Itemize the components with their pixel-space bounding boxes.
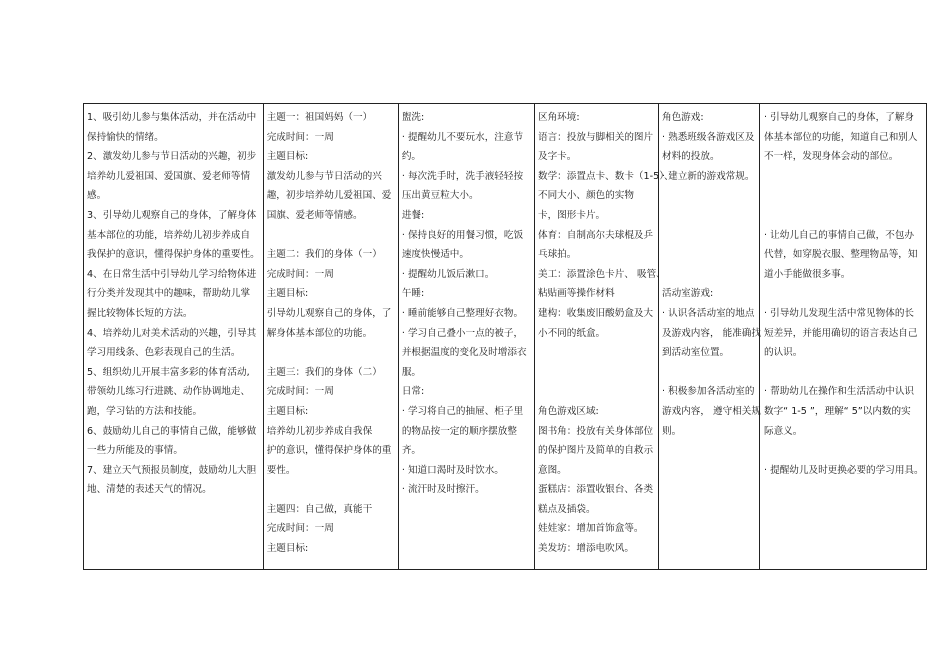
cell-line: 材料的投放。: [662, 151, 720, 163]
cell-line: 日常:: [401, 386, 425, 398]
cell-line: · 睡前能够自己整理好衣物。: [401, 307, 524, 319]
cell-line: 要性。: [266, 464, 296, 476]
cell-line: · 每次洗手时，洗手液轻轻按: [401, 170, 524, 182]
cell-line: 1、吸引幼儿参与集体活动，并在活动中: [87, 112, 257, 123]
cell-line: 齐。: [401, 445, 422, 457]
cell-line: [662, 539, 756, 559]
cell-line: 娃娃家：增加首饰盒等。: [538, 523, 644, 535]
cell-line: · 引导幼儿观察自己的身体，了解身: [764, 112, 915, 123]
cell-line: 培养幼儿初步养成自我保: [266, 425, 373, 437]
cell-line: · 引导幼儿发现生活中常见物体的长: [764, 307, 915, 319]
cell-line: [662, 265, 756, 285]
column-daily-routine: [399, 104, 535, 569]
cell-line: 则。: [662, 425, 682, 437]
cell-line: 意图。: [538, 464, 567, 476]
cell-line: 图书角：投放有关身体部位: [538, 425, 654, 437]
cell-line: 5、组织幼儿开展丰富多彩的体育活动,: [87, 366, 250, 378]
cell-line: [402, 519, 531, 539]
cell-line: [267, 480, 395, 500]
cell-line: 并根据温度的变化及时增添衣: [401, 347, 527, 359]
cell-line: 不一样，发现身体会动的部位。: [764, 151, 899, 163]
cell-line: 我保护的意识，懂得保护身体的重要性。: [87, 249, 260, 261]
cell-line: [662, 500, 756, 520]
cell-line: 的保护图片及简单的自救示: [538, 445, 654, 457]
cell-line: 糕点及插袋。: [538, 503, 596, 515]
cell-line: · 保持良好的用餐习惯，吃饭: [401, 229, 524, 241]
cell-line: 7、建立天气预报员制度，鼓励幼儿大胆: [87, 464, 257, 476]
cell-line: 主题一：祖国妈妈（一）: [266, 112, 373, 123]
column-themes: [264, 104, 399, 569]
cell-line: 主题目标:: [266, 288, 309, 300]
cell-line: [764, 186, 923, 206]
cell-line: 体育：自制高尔夫球棍及乒: [538, 229, 654, 241]
cell-line: [764, 500, 923, 520]
cell-line: 4、培养幼儿对美术活动的兴趣，引导其: [87, 327, 257, 339]
cell-line: 角色游戏区域:: [538, 405, 599, 417]
cell-line: 解身体基本部位的功能。: [266, 327, 373, 339]
cell-line: [662, 441, 756, 461]
cell-line: [764, 441, 923, 461]
cell-line: 数字“ 1-5 ”，理解“ 5”以内数的实: [764, 405, 911, 417]
cell-line: · 知道口渴时及时饮水。: [401, 464, 504, 476]
cell-line: [764, 284, 923, 304]
cell-line: 卡，图形卡片。: [538, 209, 606, 221]
cell-line: · 提醒幼儿饭后漱口。: [401, 268, 495, 280]
cell-line: 美工：添置涂色卡片、 吸管、: [538, 268, 666, 280]
cell-line: 引导幼儿观察自己的身体，了: [266, 307, 392, 319]
cell-line: [662, 226, 756, 246]
cell-line: · 流汗时及时擦汗。: [401, 484, 485, 496]
cell-line: [662, 461, 756, 481]
cell-line: 护的意识，懂得保护身体的重: [266, 445, 392, 457]
cell-line: · 认识各活动室的地点: [662, 307, 755, 319]
cell-line: · 学习自己叠小一点的被子，: [401, 327, 524, 339]
cell-line: 行分类并发现其中的趣味，帮助幼儿掌: [87, 288, 251, 300]
cell-line: 主题目标:: [266, 151, 309, 163]
cell-line: [267, 226, 395, 246]
cell-line: · 让幼儿自己的事情自己做，不包办: [764, 229, 915, 241]
cell-line: [662, 519, 756, 539]
cell-line: 速度快慢适中。: [401, 249, 469, 261]
cell-line: [662, 186, 756, 206]
cell-line: 地、清楚的表述天气的情况。: [87, 484, 212, 496]
cell-line: [764, 363, 923, 383]
cell-line: 完成时间：一周: [266, 131, 334, 143]
cell-line: 及字卡。: [538, 151, 577, 163]
cell-line: 小不同的纸盒。: [538, 327, 606, 339]
cell-line: 完成时间：一周: [266, 523, 334, 535]
cell-line: 进餐:: [401, 209, 425, 221]
cell-line: 体基本部位的功能，知道自己和别人: [764, 131, 918, 143]
cell-line: 6、鼓励幼儿自己的事情自己做，能够做: [87, 425, 257, 437]
cell-line: 主题二：我们的身体（一）: [266, 249, 382, 261]
cell-line: 培养幼儿爱祖国、爱国旗、爱老师等情: [87, 170, 251, 182]
cell-line: 粘贴画等操作材料: [538, 288, 615, 300]
cell-line: · 提醒幼儿不要玩水，注意节: [401, 131, 524, 143]
cell-line: 握比较物体长短的方法。: [87, 307, 193, 319]
cell-line: [87, 500, 260, 520]
cell-line: 3、引导幼儿观察自己的身体，了解身体: [87, 209, 257, 221]
cell-line: [764, 167, 923, 187]
cell-line: · 建立新的游戏常规。: [662, 170, 755, 182]
cell-line: 道小手能做很多事。: [764, 268, 851, 280]
cell-line: [662, 206, 756, 226]
cell-line: 基本部位的功能，培养幼儿初步养成自: [87, 229, 251, 241]
column-role-play: [659, 104, 760, 569]
cell-line: [402, 539, 531, 559]
cell-line: · 提醒幼儿及时更换必要的学习用具。: [764, 464, 924, 476]
cell-line: 美发坊：增添电吹风。: [538, 543, 634, 555]
cell-line: 国旗、爱老师等情感。: [266, 209, 363, 221]
cell-line: 4、在日常生活中引导幼儿学习给物体进: [87, 268, 257, 280]
cell-line: 区角环境:: [538, 112, 580, 123]
cell-line: 蛋糕店：添置收银台、各类: [538, 484, 654, 496]
plan-table: [83, 103, 927, 570]
cell-line: 一些力所能及的事情。: [87, 445, 183, 457]
cell-line: 完成时间：一周: [266, 386, 334, 398]
cell-line: 语言：投放与脚相关的图片: [538, 131, 654, 143]
cell-line: [764, 480, 923, 500]
cell-line: [662, 480, 756, 500]
cell-line: 感。: [87, 190, 107, 202]
cell-line: 活动室游戏:: [662, 288, 714, 300]
cell-line: 及游戏内容， 能准确找: [662, 327, 761, 339]
cell-line: 趣，初步培养幼儿爱祖国、爱: [266, 190, 392, 202]
cell-line: 的认识。: [764, 347, 803, 359]
cell-line: [538, 363, 655, 383]
cell-line: · 帮助幼儿在操作和生活活动中认识: [764, 386, 915, 398]
cell-line: 压出黄豆粒大小。: [401, 190, 479, 202]
cell-line: 主题目标:: [266, 543, 309, 555]
cell-line: 激发幼儿参与节日活动的兴: [266, 170, 382, 182]
cell-line: [402, 500, 531, 520]
column-goals: [84, 104, 264, 569]
cell-line: [267, 343, 395, 363]
cell-line: 际意义。: [764, 425, 803, 437]
cell-line: 主题三：我们的身体（二）: [266, 366, 382, 378]
cell-line: 建构：收集废旧酸奶盒及大: [538, 307, 654, 319]
cell-line: [87, 519, 260, 539]
cell-line: [662, 245, 756, 265]
cell-line: 主题目标:: [266, 405, 309, 417]
cell-line: · 学习将自己的抽屉、柜子里: [401, 405, 524, 417]
cell-line: [538, 382, 655, 402]
cell-line: 2、激发幼儿参与节日活动的兴趣，初步: [87, 151, 257, 163]
cell-line: [764, 539, 923, 559]
cell-line: 游戏内容， 遵守相关规: [662, 405, 761, 417]
cell-line: 乓球拍。: [538, 249, 577, 261]
cell-line: 到活动室位置。: [662, 347, 730, 359]
cell-line: [764, 206, 923, 226]
cell-line: 完成时间：一周: [266, 268, 334, 280]
cell-line: 盥洗:: [401, 112, 425, 123]
cell-line: 角色游戏:: [662, 112, 704, 123]
cell-line: [764, 519, 923, 539]
column-area-environment: [535, 104, 674, 569]
cell-line: 不同大小、颜色的实物: [538, 190, 634, 202]
cell-line: 带领幼儿练习行进跳、动作协调地走、: [87, 386, 251, 398]
cell-line: [662, 363, 756, 383]
cell-line: 约。: [401, 151, 422, 163]
cell-line: 保持愉快的情绪。: [87, 131, 164, 143]
cell-line: [87, 539, 260, 559]
cell-line: 午睡:: [401, 288, 425, 300]
cell-line: · 积极参加各活动室的: [662, 386, 755, 398]
cell-line: 的物品按一定的顺序摆放整: [401, 425, 517, 437]
column-guidance: [760, 104, 926, 569]
cell-line: 短差异，并能用确切的语言表达自己: [764, 327, 918, 339]
cell-line: [538, 343, 655, 363]
cell-line: · 熟悉班级各游戏区及: [662, 131, 755, 143]
cell-line: 数学：添置点卡、数卡（1-5）、: [538, 170, 674, 182]
cell-line: 跑，学习钻的方法和技能。: [87, 405, 203, 417]
cell-line: 学习用线条、色彩表现自己的生活。: [87, 347, 241, 359]
cell-line: 主题四：自己做，真能干: [266, 503, 373, 515]
cell-line: 服。: [401, 366, 422, 378]
cell-line: 代替，如穿脱衣服、整理物品等，知: [764, 249, 918, 261]
